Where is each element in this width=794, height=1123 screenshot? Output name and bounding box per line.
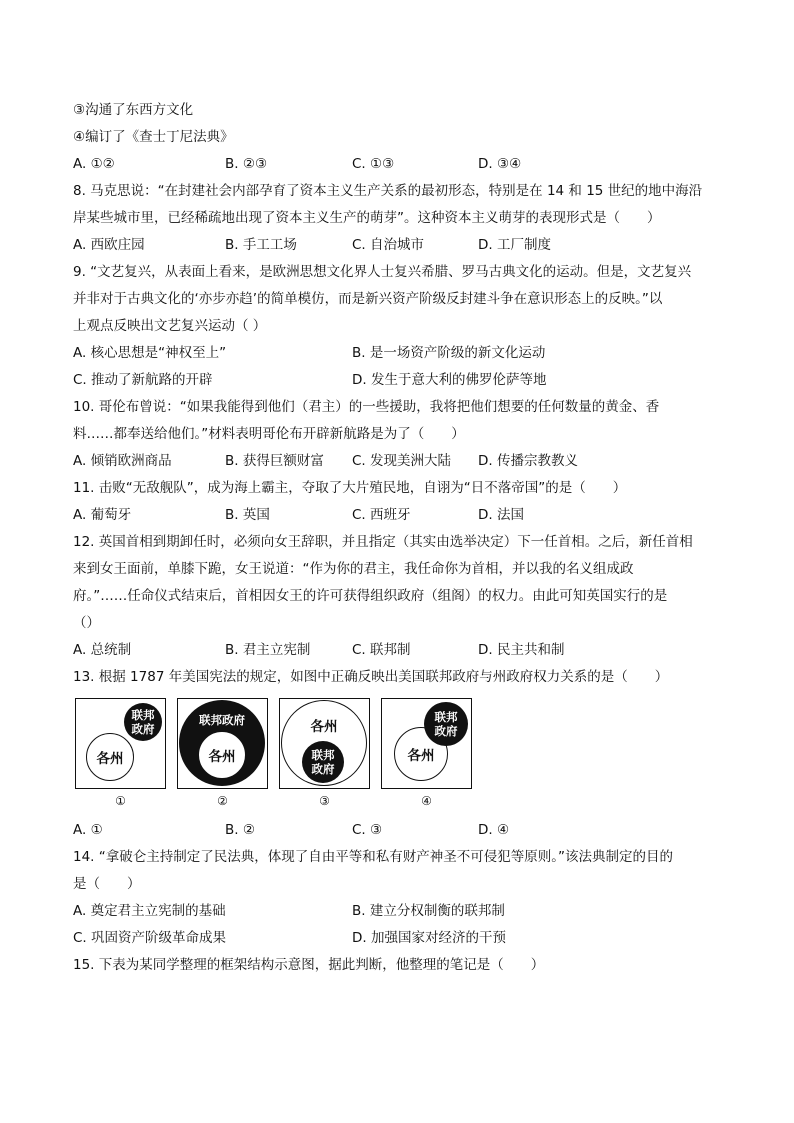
q13-option-a[interactable]: A. ①: [73, 822, 103, 838]
q11-option-b[interactable]: B. 英国: [225, 507, 270, 523]
q14-stem-line1: 14. “拿破仑主持制定了民法典，体现了自由平等和私有财产神圣不可侵犯等原则。”该法典制定的目的: [73, 849, 673, 865]
q9-option-d[interactable]: D. 发生于意大利的佛罗伦萨等地: [352, 372, 547, 388]
q13-d1-federal-label: 联邦 政府: [131, 708, 155, 736]
q10-stem-line2: 料……都奉送给他们。”材料表明哥伦布开辟新航路是为了（ ）: [73, 426, 465, 442]
q10-option-d[interactable]: D. 传播宗教教义: [478, 453, 578, 469]
q12-stem-line1: 12. 英国首相到期卸任时，必须向女王辞职，并且指定（其实由选举决定）下一任首相。之后，新任首相: [73, 534, 693, 550]
q8-stem-line1: 8. 马克思说：“在封建社会内部孕育了资本主义生产关系的最初形态，特别是在 14 和 15 世纪的地中海沿: [73, 183, 703, 199]
q12-option-c[interactable]: C. 联邦制: [352, 642, 411, 658]
q7-option-c[interactable]: C. ①③: [352, 156, 395, 172]
q13-caption-1: ①: [115, 794, 126, 808]
q13-option-d[interactable]: D. ④: [478, 822, 510, 838]
q14-stem-line2: 是（ ）: [73, 876, 141, 892]
q8-option-a[interactable]: A. 西欧庄园: [73, 237, 145, 253]
q12-option-b[interactable]: B. 君主立宪制: [225, 642, 311, 658]
q13-d2-federal-label: 联邦政府: [199, 713, 245, 727]
q13-d3-states-label: 各州: [310, 719, 338, 735]
q13-stem-line1: 13. 根据 1787 年美国宪法的规定，如图中正确反映出美国联邦政府与州政府权力关系的是（ ）: [73, 669, 669, 685]
q11-option-d[interactable]: D. 法国: [478, 507, 524, 523]
q7-statement-3: ③沟通了东西方文化: [73, 102, 194, 118]
q13-diagram-4: [381, 698, 472, 789]
q9-options-row1: [73, 344, 733, 362]
q9-option-b[interactable]: B. 是一场资产阶级的新文化运动: [352, 345, 546, 361]
q13-d4-federal-circle: [424, 702, 468, 746]
q13-d3-federal-label: 联邦 政府: [311, 748, 335, 776]
q13-d4-federal-label: 联邦 政府: [434, 710, 458, 738]
q10-stem-line1: 10. 哥伦布曾说：“如果我能得到他们（君主）的一些援助，我将把他们想要的任何数量的黄金、香: [73, 399, 660, 415]
q12-stem-line2: 来到女王面前，单膝下跪，女王说道：“作为你的君主，我任命你为首相，并以我的名义组成政: [73, 561, 634, 577]
q10-option-b[interactable]: B. 获得巨额财富: [225, 453, 324, 469]
q13-option-b[interactable]: B. ②: [225, 822, 255, 838]
q13-d1-federal-circle: [124, 703, 162, 741]
q10-options: [73, 452, 733, 470]
q15-stem-line1: 15. 下表为某同学整理的框架结构示意图，据此判断，他整理的笔记是（ ）: [73, 957, 545, 973]
q14-option-b[interactable]: B. 建立分权制衡的联邦制: [352, 903, 505, 919]
q14-option-d[interactable]: D. 加强国家对经济的干预: [352, 930, 506, 946]
q13-d2-states-label: 各州: [208, 749, 236, 765]
q8-stem-line2: 岸某些城市里，已经稀疏地出现了资本主义生产的萌芽”。这种资本主义萌芽的表现形式是（ ）: [73, 210, 661, 226]
q14-options-row1: [73, 902, 733, 920]
q13-caption-2: ②: [217, 794, 228, 808]
q13-diagram-1: [75, 698, 166, 789]
q13-d4-states-label: 各州: [407, 748, 435, 764]
q12-stem-line4: （）: [73, 615, 100, 631]
q12-option-d[interactable]: D. 民主共和制: [478, 642, 565, 658]
q7-option-b[interactable]: B. ②③: [225, 156, 268, 172]
q8-options: [73, 236, 733, 254]
q11-option-a[interactable]: A. 葡萄牙: [73, 507, 132, 523]
q13-option-c[interactable]: C. ③: [352, 822, 383, 838]
q12-stem-line3: 府。”……任命仪式结束后，首相因女王的许可获得组织政府（组阁）的权力。由此可知英国实行的是: [73, 588, 668, 604]
q8-option-c[interactable]: C. 自治城市: [352, 237, 425, 253]
q13-d2-states-circle: [198, 731, 246, 779]
q14-option-a[interactable]: A. 奠定君主立宪制的基础: [73, 903, 226, 919]
q11-options: [73, 506, 733, 524]
q13-options: [73, 821, 733, 839]
q10-option-c[interactable]: C. 发现美洲大陆: [352, 453, 452, 469]
q9-option-c[interactable]: C. 推动了新航路的开辟: [73, 372, 213, 388]
q13-caption-4: ④: [421, 794, 432, 808]
q13-d3-federal-circle: [302, 741, 344, 783]
q9-stem-line3: 上观点反映出文艺复兴运动（ ）: [73, 318, 267, 334]
q10-option-a[interactable]: A. 倾销欧洲商品: [73, 453, 172, 469]
q12-option-a[interactable]: A. 总统制: [73, 642, 132, 658]
q13-caption-3: ③: [319, 794, 330, 808]
q13-diagram-3: [279, 698, 370, 789]
q12-options: [73, 641, 733, 659]
q7-statement-4: ④编订了《查士丁尼法典》: [73, 129, 234, 145]
q8-option-d[interactable]: D. 工厂制度: [478, 237, 551, 253]
q9-stem-line2: 并非对于古典文化的‘亦步亦趋’的简单模仿，而是新兴资产阶级反封建斗争在意识形态上的反映。”以: [73, 291, 663, 307]
q7-option-d[interactable]: D. ③④: [478, 156, 522, 172]
q8-option-b[interactable]: B. 手工工场: [225, 237, 297, 253]
q9-options-row2: [73, 371, 733, 389]
q13-diagram-2: [177, 698, 268, 789]
q14-options-row2: [73, 929, 733, 947]
q13-d1-states-circle: [86, 733, 134, 781]
q11-option-c[interactable]: C. 西班牙: [352, 507, 411, 523]
q14-option-c[interactable]: C. 巩固资产阶级革命成果: [73, 930, 227, 946]
q7-options: [73, 155, 733, 173]
q9-stem-line1: 9. “文艺复兴，从表面上看来，是欧洲思想文化界人士复兴希腊、罗马古典文化的运动。但是，文艺复兴: [73, 264, 692, 280]
q13-d1-states-label: 各州: [96, 751, 124, 767]
q9-option-a[interactable]: A. 核心思想是“神权至上”: [73, 345, 227, 361]
q7-option-a[interactable]: A. ①②: [73, 156, 115, 172]
q11-stem-line1: 11. 击败“无敌舰队”，成为海上霸主，夺取了大片殖民地，自诩为“日不落帝国”的是（ ）: [73, 480, 627, 496]
